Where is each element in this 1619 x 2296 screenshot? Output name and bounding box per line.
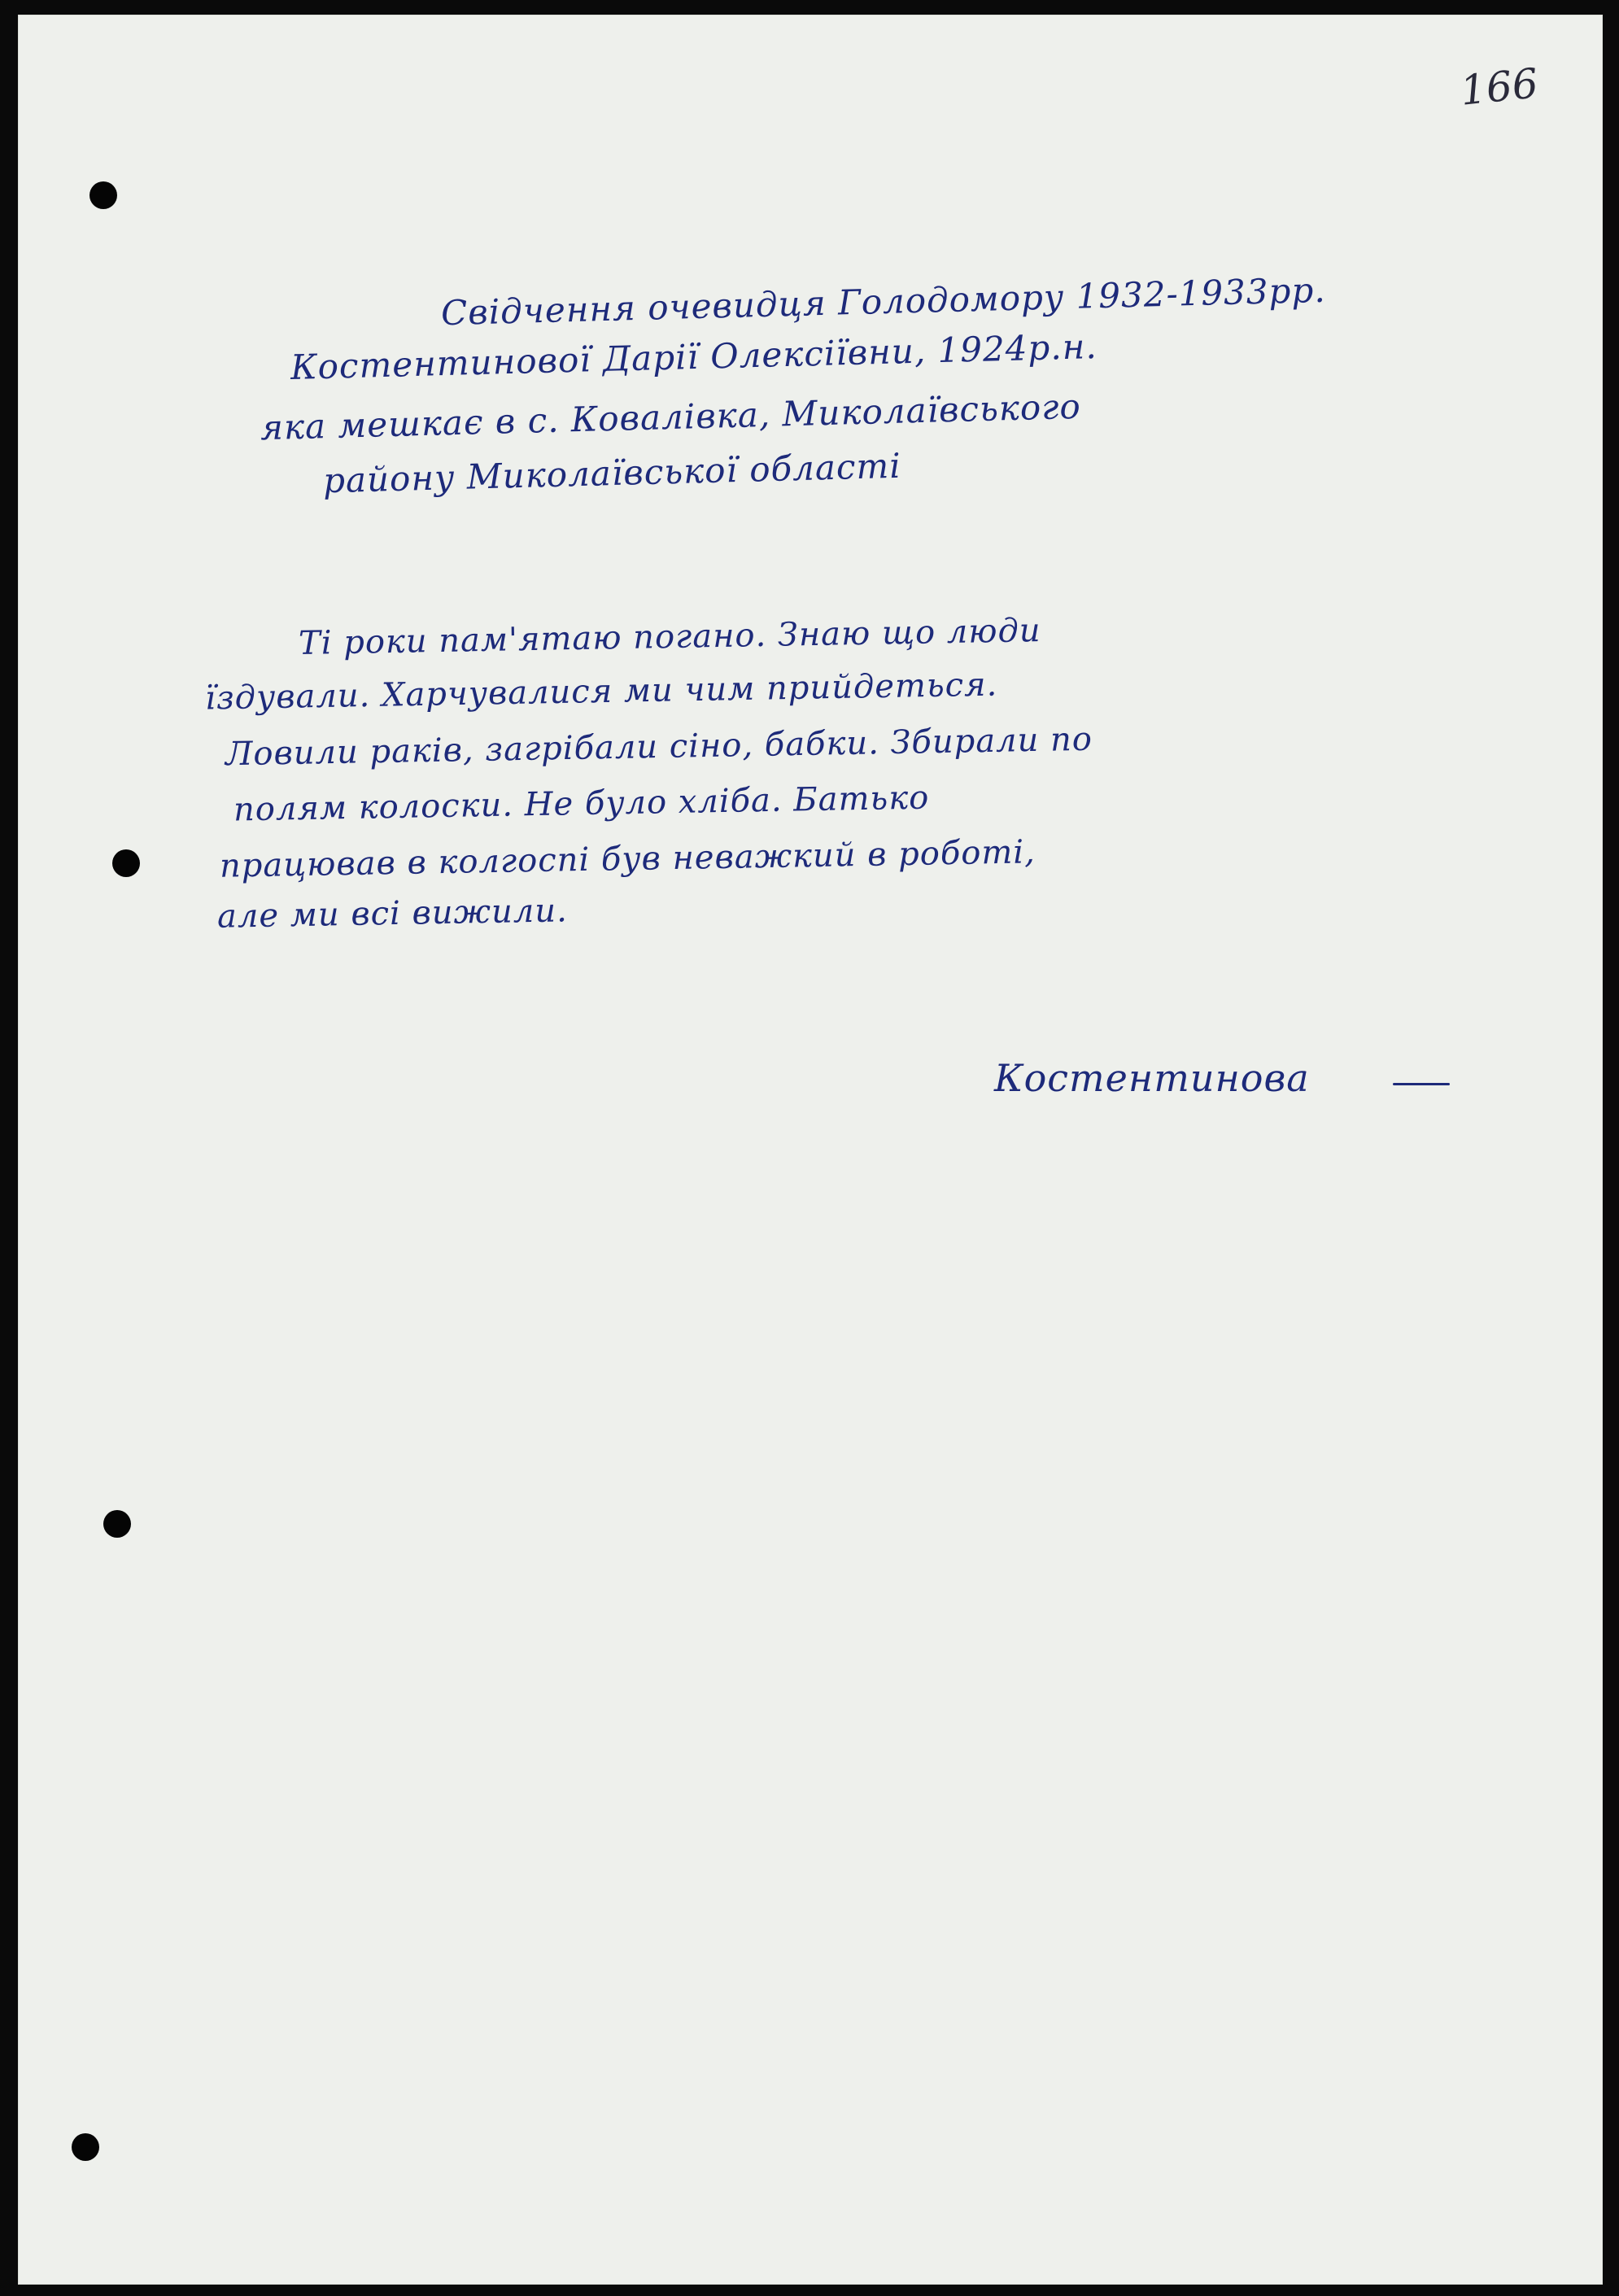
punch-hole-4 — [72, 2133, 99, 2161]
body-line: їздували. Харчувалися ми чим прийдеться. — [204, 666, 998, 718]
heading-line: району Миколаївської області — [322, 445, 902, 501]
heading-line: яка мешкає в с. Ковалівка, Миколаївського — [260, 386, 1082, 448]
page-number: 166 — [1457, 59, 1540, 115]
punch-hole-1 — [89, 181, 117, 209]
body-line: Ловили раків, загрібали сіно, бабки. Збирали по — [225, 720, 1093, 774]
signature-underline — [1393, 1083, 1450, 1085]
body-line: полям колоски. Не було хліба. Батько — [233, 779, 930, 829]
punch-hole-2 — [112, 849, 140, 877]
body-line: працював в колгоспі був неважкий в роботі, — [219, 833, 1036, 885]
punch-hole-3 — [103, 1510, 131, 1538]
document-page — [18, 15, 1603, 2285]
body-line: Ті роки пам'ятаю погано. Знаю що люди — [298, 612, 1041, 662]
body-line: але ми всі вижили. — [216, 892, 569, 936]
signature: Костентинова — [994, 1056, 1310, 1100]
heading-line: Свідчення очевидця Голодомору 1932-1933рр. — [440, 269, 1327, 334]
heading-line: Костентинової Дарії Олексіївни, 1924р.н. — [290, 326, 1098, 387]
